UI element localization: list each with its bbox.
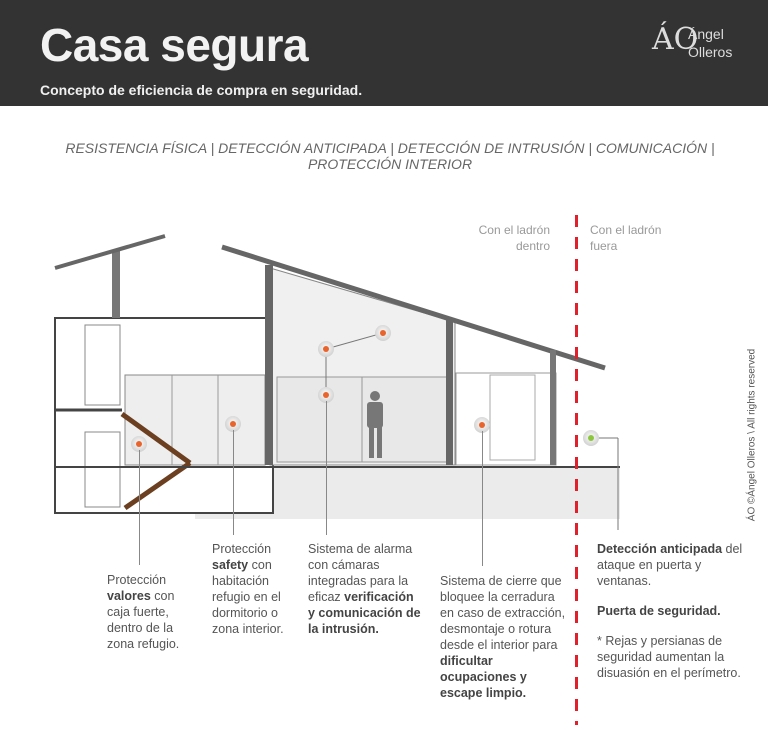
inside-outside-divider bbox=[575, 215, 578, 725]
zone-outside-line2: fuera bbox=[590, 239, 618, 253]
zone-inside-line2: dentro bbox=[515, 239, 550, 253]
copyright-text: ÁO ©Ángel Olleros \ All rights reserved bbox=[746, 348, 758, 522]
copyright-notice bbox=[742, 345, 762, 525]
pillars-line-2: PROTECCIÓN INTERIOR bbox=[307, 156, 473, 172]
logo-line2: Olleros bbox=[688, 44, 733, 60]
leader-line-alarma bbox=[326, 401, 327, 535]
callout-alarma-pre: Sistema de alarma con cámaras integradas para la eficaz bbox=[308, 542, 413, 604]
callout-deteccion bbox=[597, 541, 757, 681]
callout-valores-bold: valores bbox=[107, 589, 151, 603]
callout-cierre-bold: dificultar ocupaciones y escape limpio. bbox=[440, 654, 527, 700]
callout-alarma-bold: verificación y comunicación de la intrusión. bbox=[308, 590, 421, 636]
callout-deteccion-bold: Detección anticipada bbox=[597, 542, 723, 556]
callout-safety-pre: Protección bbox=[212, 542, 272, 556]
leader-line-valores bbox=[139, 450, 140, 565]
zone-inside-line1: Con el ladrón bbox=[478, 223, 550, 237]
leader-line-safety bbox=[233, 430, 234, 535]
callout-alarma bbox=[308, 541, 423, 637]
logo-line1: Ángel bbox=[688, 26, 724, 42]
callout-safety-post: con habitación refugio en el dormitorio o zona interior. bbox=[212, 558, 284, 636]
callout-cierre-pre: Sistema de cierre que bloquee la cerradura en caso de extracción, desmontaje o rotura desde el interior para bbox=[440, 574, 566, 652]
callout-safety-bold: safety bbox=[212, 558, 249, 572]
sensor-camera-2-icon bbox=[375, 325, 391, 341]
sensor-perimeter-icon bbox=[583, 430, 599, 446]
page-title: Casa segura bbox=[40, 19, 309, 71]
callout-valores bbox=[107, 572, 197, 652]
callout-security-door: Puerta de seguridad. bbox=[597, 604, 721, 618]
callout-safety bbox=[212, 541, 297, 637]
logo-monogram-icon: ÁO bbox=[652, 22, 699, 57]
callout-perimeter-note: * Rejas y persianas de seguridad aumentan la disuasión en el perímetro. bbox=[597, 634, 741, 680]
pillars-line-1: RESISTENCIA FÍSICA | DETECCIÓN ANTICIPADA | DETECCIÓN DE INTRUSIÓN | COMUNICACIÓN | bbox=[65, 140, 715, 156]
page-subtitle: Concepto de eficiencia de compra en seguridad. bbox=[40, 82, 363, 98]
zone-outside-line1: Con el ladrón bbox=[590, 223, 662, 237]
leader-line-cierre bbox=[482, 431, 483, 566]
callout-cierre bbox=[440, 573, 570, 701]
callout-deteccion-post: del ataque en puerta y ventanas. bbox=[597, 542, 743, 588]
callout-valores-post: con caja fuerte, dentro de la zona refugio. bbox=[107, 589, 180, 651]
callout-valores-pre: Protección bbox=[107, 573, 167, 587]
sensor-camera-1-icon bbox=[318, 341, 334, 357]
